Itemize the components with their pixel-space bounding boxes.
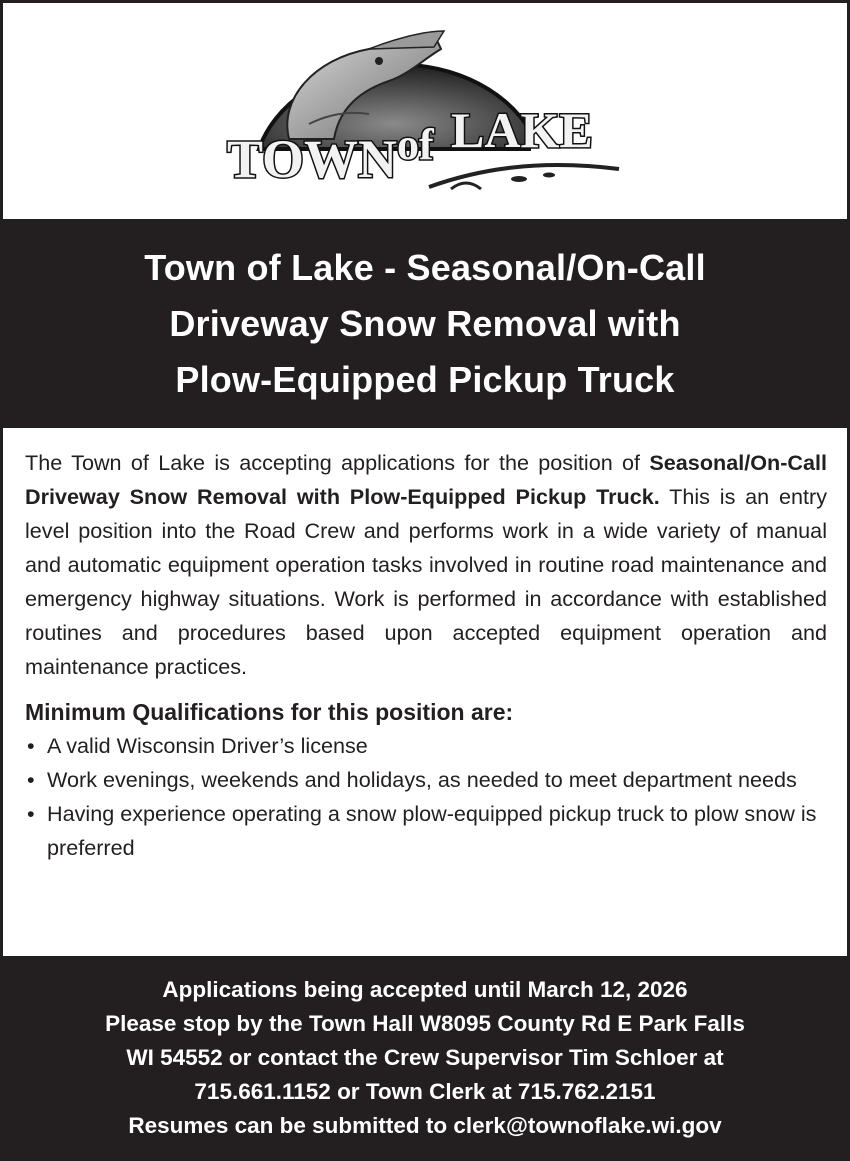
address-line-1: Please stop by the Town Hall W8095 County Rd E Park Falls [105,1011,745,1036]
job-description [25,446,827,865]
svg-text:LAKE: LAKE [451,102,593,158]
contact-footer [3,956,847,1158]
list-item: • Having experience operating a snow plow-equipped pickup truck to plow snow is preferred [25,797,827,865]
bullet-icon: • [27,733,35,758]
svg-text:TOWN: TOWN [227,129,398,189]
page-title-line-2: Driveway Snow Removal with [169,302,681,344]
intro-rest: This is an entry level position into the Road Crew and performs work in a wide variety of manual and automatic equipment operation tasks involved in routine road maintenance and emergency highway situations. Work is performed in accordance with established routines and procedures based upon accepted equipment operation and maintenance practices. [25,484,827,679]
list-item: • Work evenings, weekends and holidays, as needed to meet department needs [25,763,827,797]
email-contact: Resumes can be submitted to clerk@townoflake.wi.gov [128,1113,722,1138]
intro-lead: The Town of Lake is accepting applications for the position of [25,450,650,475]
qualifications-heading: Minimum Qualifications for this position are: [25,699,514,725]
title-band [3,219,847,428]
svg-text:of: of [397,120,434,169]
list-item: • A valid Wisconsin Driver’s license [25,729,827,763]
muskie-fish-logo-icon [219,19,639,199]
deadline-text: Applications being accepted until March 12, 2026 [162,977,688,1002]
intro-paragraph [25,446,827,684]
bullet-icon: • [27,767,35,792]
page-title-line-3: Plow-Equipped Pickup Truck [175,358,675,400]
position-name: Seasonal/On-Call Driveway Snow Removal with Plow-Equipped Pickup Truck. [25,450,827,509]
phone-numbers: 715.661.1152 or Town Clerk at 715.762.2151 [194,1079,656,1104]
address-line-2: WI 54552 or contact the Crew Supervisor Tim Schloer at [126,1045,724,1070]
qualifications-list [25,729,827,865]
bullet-icon: • [27,801,35,826]
page-title-line-1: Town of Lake - Seasonal/On-Call [144,246,706,288]
logo-area [3,3,847,219]
